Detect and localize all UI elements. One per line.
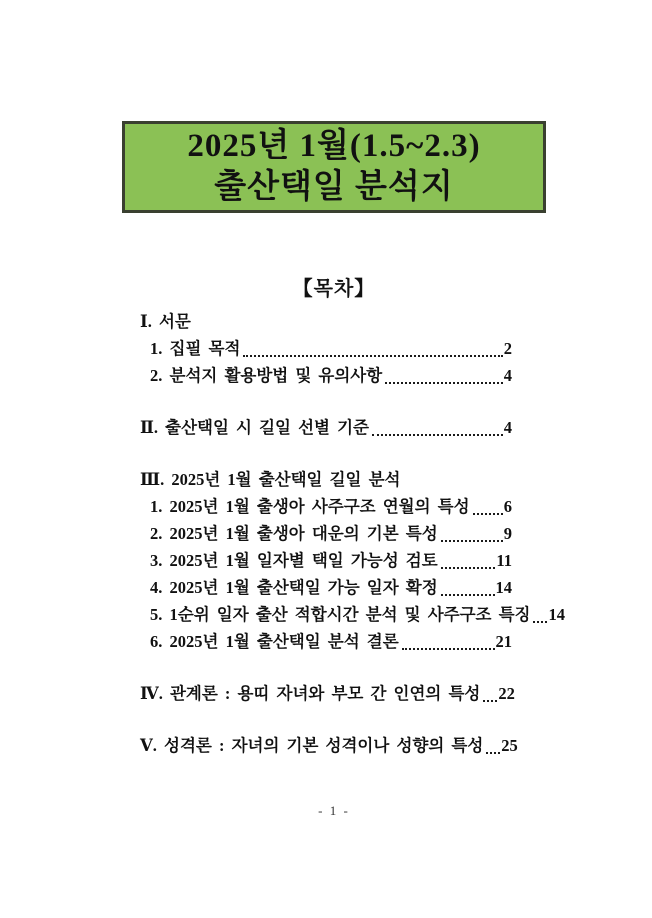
dot-leader xyxy=(441,540,503,542)
toc-item-label: 1. 2025년 1월 출생아 사주구조 연월의 특성 xyxy=(150,497,470,516)
toc-item-label: 4. 2025년 1월 출산택일 가능 일자 확정 xyxy=(150,578,438,597)
title-line-1: 2025년 1월(1.5~2.3) xyxy=(187,128,481,164)
toc-item-page-number: 9 xyxy=(503,524,512,543)
toc-item-label: 6. 2025년 1월 출산택일 분석 결론 xyxy=(150,632,399,651)
toc-item xyxy=(140,601,565,628)
toc-item xyxy=(140,680,515,707)
toc-item-label: Ⅴ. 성격론 : 자녀의 기본 성격이나 성향의 특성 xyxy=(140,736,484,755)
toc-item-page-number: 4 xyxy=(503,366,512,385)
toc-group xyxy=(140,680,515,707)
dot-leader xyxy=(372,434,503,436)
toc-item-label: 2. 분석지 활용방법 및 유의사항 xyxy=(150,366,383,385)
page-number: - 1 - xyxy=(318,803,350,818)
toc-item xyxy=(140,547,512,574)
toc-item-page-number: 14 xyxy=(495,578,512,597)
toc-item-page-number: 22 xyxy=(498,684,515,703)
dot-leader xyxy=(402,648,495,650)
title-banner xyxy=(122,121,546,213)
dot-leader xyxy=(441,594,495,596)
toc-group xyxy=(140,732,518,759)
dot-leader xyxy=(486,752,500,754)
toc-group xyxy=(140,308,512,389)
toc-item-page-number: 6 xyxy=(503,497,512,516)
toc-item xyxy=(140,414,512,441)
toc-item-label: 1. 집필 목적 xyxy=(150,339,241,358)
toc-item-page-number: 21 xyxy=(495,632,512,651)
toc-item xyxy=(140,466,512,493)
dot-leader xyxy=(441,567,496,569)
toc-item xyxy=(140,493,512,520)
toc-item-label: 3. 2025년 1월 일자별 택일 가능성 검토 xyxy=(150,551,438,570)
toc-item-label: 2. 2025년 1월 출생아 대운의 기본 특성 xyxy=(150,524,438,543)
toc-item-page-number: 4 xyxy=(503,418,512,437)
toc-item xyxy=(140,362,512,389)
toc-group xyxy=(140,466,565,655)
dot-leader xyxy=(473,513,503,515)
toc-group xyxy=(140,414,512,441)
toc-item-label: Ⅰ. 서문 xyxy=(140,312,191,331)
title-line-2: 출산택일 분석지 xyxy=(214,169,454,205)
toc-item-page-number: 14 xyxy=(548,605,565,624)
dot-leader xyxy=(533,621,547,623)
toc-item-page-number: 11 xyxy=(496,551,512,570)
toc-item-label: Ⅳ. 관계론 : 용띠 자녀와 부모 간 인연의 특성 xyxy=(140,684,481,703)
toc-item xyxy=(140,308,512,335)
toc-item-label: 5. 1순위 일자 출산 적합시간 분석 및 사주구조 특징 xyxy=(150,605,531,624)
toc-item-page-number: 25 xyxy=(501,736,518,755)
toc-heading: 【목차】 xyxy=(292,278,376,300)
toc-item xyxy=(140,732,518,759)
toc-list xyxy=(140,308,565,759)
dot-leader xyxy=(243,355,502,357)
toc-item xyxy=(140,335,512,362)
toc-item xyxy=(140,520,512,547)
toc-item xyxy=(140,574,512,601)
toc-item-label: Ⅲ. 2025년 1월 출산택일 길일 분석 xyxy=(140,470,401,489)
dot-leader xyxy=(385,382,503,384)
toc-item-page-number: 2 xyxy=(503,339,512,358)
toc-item-label: Ⅱ. 출산택일 시 길일 선별 기준 xyxy=(140,418,369,437)
toc-item xyxy=(140,628,512,655)
dot-leader xyxy=(483,700,497,702)
